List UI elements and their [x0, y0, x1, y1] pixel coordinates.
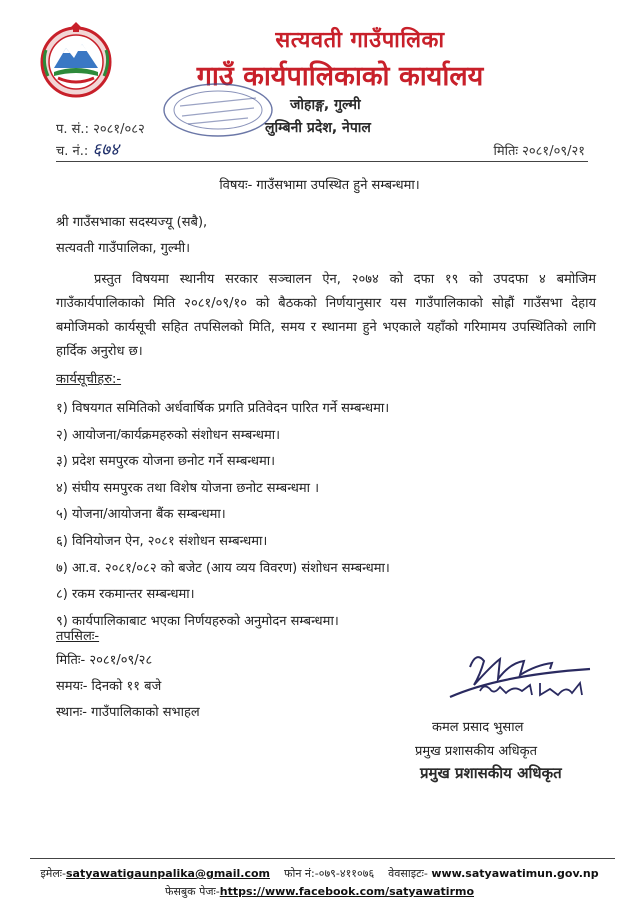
meeting-date: मितिः- २०८१/०९/२८: [56, 653, 153, 668]
facebook-label: फेसबुक पेजः-: [164, 885, 220, 898]
office-stamp-icon: [158, 78, 278, 138]
details-heading: तपसिलः-: [56, 629, 100, 644]
meeting-time: समयः- दिनको ११ बजे: [56, 679, 162, 694]
website-label: वेवसाइटः-: [388, 867, 428, 880]
address-line-1: जोहाङ्ग, गुल्मी: [290, 97, 361, 113]
addressee-block: [56, 210, 207, 262]
agenda-item: ५) योजना/आयोजना बैंक सम्बन्धमा।: [56, 507, 226, 523]
footer-divider: [30, 858, 615, 859]
body-paragraph: [56, 268, 596, 364]
agenda-item: ९) कार्यपालिकाबाट भएका निर्णयहरुको अनुमोदन सम्बन्धमा।: [56, 613, 339, 629]
reference-block: [56, 120, 145, 162]
agenda-item: ८) रकम रकमान्तर सम्बन्धमा।: [56, 587, 195, 603]
chalan-number: [56, 140, 145, 162]
patra-sankhya-label: प. सं.:: [56, 122, 89, 137]
government-emblem-icon: [36, 20, 116, 100]
details-block: [56, 648, 200, 726]
agenda-item: २) आयोजना/कार्यक्रमहरुको संशोधन सम्बन्धमा।: [56, 427, 281, 443]
agenda-item: ३) प्रदेश समपुरक योजना छनोट गर्ने सम्बन्धमा।: [56, 454, 276, 470]
website-link[interactable]: www.satyawatimun.gov.np: [431, 867, 599, 880]
footer-facebook-line: [0, 884, 639, 899]
agenda-heading: कार्यसूचीहरु:-: [56, 372, 122, 387]
signatory-name: कमल प्रसाद भुसाल: [432, 720, 524, 735]
addressee-line-2: सत्यवती गाउँपालिका, गुल्मी।: [56, 241, 191, 256]
chalan-value: ६७४: [92, 140, 119, 160]
header-divider: [56, 161, 588, 162]
footer-contact-line: [0, 866, 639, 881]
phone-label: फोन नं:-: [284, 867, 319, 880]
agenda-item: ७) आ.व. २०८१/०८२ को बजेट (आय व्यय विवरण) संशोधन सम्बन्धमा।: [56, 560, 390, 576]
municipality-name: सत्यवती गाउँपालिका: [275, 28, 445, 53]
signatory-title: प्रमुख प्रशासकीय अधिकृत: [415, 744, 538, 759]
date-label: मितिः: [493, 144, 519, 159]
date-value: २०८१/०९/२१: [522, 144, 585, 159]
email-label: इमेलः-: [40, 867, 66, 880]
body-paragraph-text: प्रस्तुत विषयमा स्थानीय सरकार सञ्चालन ऐन, २०७४ को दफा १९ को उपदफा ४ बमोजिम गाउँकार्यपालिकाको मिति २०८१/०९/१० को बैठकको निर्णयानुसार यस गाउँपालिकाको सोह्रौं गाउँसभा देहाय बमोजिमको कार्यसूची सहित तपसिलको मिति, समय र स्थानमा हुने भएकाले यहाँको गरिमामय उपस्थितिको लागि हार्दिक अनुरोध छ।: [56, 272, 596, 359]
agenda-list: [56, 396, 390, 635]
phone-number: ०७९-४११०७६: [318, 867, 375, 880]
agenda-item: ४) संघीय समपुरक तथा विशेष योजना छनोट सम्बन्धमा ।: [56, 480, 320, 496]
signature-icon: [440, 645, 610, 715]
signatory-title-stamp: प्रमुख प्रशासकीय अधिकृत: [420, 764, 562, 782]
agenda-item: १) विषयगत समितिको अर्धवार्षिक प्रगति प्रतिवेदन पारित गर्ने सम्बन्धमा।: [56, 401, 390, 416]
addressee-line-1: श्री गाउँसभाका सदस्यज्यू (सबै),: [56, 215, 208, 230]
meeting-venue: स्थानः- गाउँपालिकाको सभाहल: [56, 705, 200, 720]
letter-subject: विषयः- गाउँसभामा उपस्थित हुने सम्बन्धमा।: [219, 178, 420, 193]
letter-date: [493, 141, 585, 159]
agenda-item: ६) विनियोजन ऐन, २०८१ संशोधन सम्बन्धमा।: [56, 533, 268, 549]
email-link[interactable]: satyawatigaunpalika@gmail.com: [66, 867, 270, 880]
facebook-link[interactable]: https://www.facebook.com/satyawatirmo: [219, 885, 475, 898]
office-name: गाउँ कार्यपालिकाको कार्यालय: [196, 61, 484, 92]
patra-sankhya-value: २०८१/०८२: [93, 122, 145, 137]
patra-sankhya: [56, 120, 145, 140]
address-line-2: लुम्बिनी प्रदेश, नेपाल: [265, 120, 371, 136]
chalan-label: च. नं.:: [56, 144, 89, 159]
